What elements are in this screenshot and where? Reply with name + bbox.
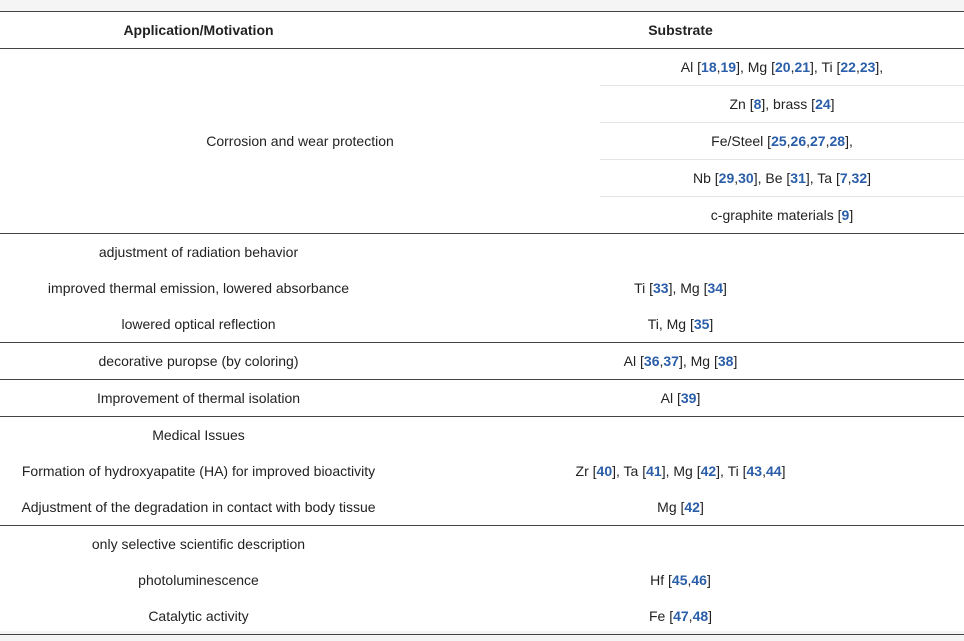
table-container: [0, 11, 964, 631]
substrate-text: ]: [699, 499, 704, 515]
substrate-text: ], Mg [: [678, 353, 718, 369]
substrate-cell: [397, 598, 964, 635]
reference-link[interactable]: 30: [738, 170, 754, 186]
substrate-text: Hf [: [650, 572, 672, 588]
substrate-text: ], brass [: [761, 96, 816, 112]
header-application: Application/Motivation: [0, 12, 397, 49]
reference-link[interactable]: 45: [671, 572, 688, 588]
substrate-text: ]: [781, 463, 786, 479]
substrate-cell: [397, 562, 964, 598]
substrate-text: Ti, Mg [: [647, 316, 694, 332]
reference-link[interactable]: 47: [673, 608, 689, 624]
substrate-text: ], Mg [: [668, 280, 708, 296]
substrate-cell: [600, 160, 964, 197]
application-cell: Adjustment of the degradation in contact with body tissue: [21, 499, 376, 515]
substrate-text: ,: [687, 572, 692, 588]
application-cell: adjustment of radiation behavior: [0, 234, 397, 271]
reference-link[interactable]: 42: [700, 463, 717, 479]
substrate-cell: [397, 453, 964, 489]
substrate-text: ,: [847, 170, 852, 186]
substrate-cell: [600, 123, 964, 160]
table-row: [0, 380, 964, 417]
substrate-text: ],: [875, 59, 884, 75]
reference-link[interactable]: 21: [794, 59, 811, 75]
reference-link[interactable]: 26: [790, 133, 807, 149]
substrate-text: ]: [706, 572, 711, 588]
substrate-text: Al [: [660, 390, 681, 406]
substrate-text: ,: [855, 59, 860, 75]
reference-link[interactable]: 19: [720, 59, 737, 75]
reference-link[interactable]: 25: [771, 133, 787, 149]
substrate-cell: [600, 197, 964, 234]
substrate-text: Al [: [680, 59, 702, 75]
substrate-text: ], Be [: [753, 170, 791, 186]
application-cell: only selective scientific description: [0, 526, 397, 563]
substrate-text: ]: [830, 96, 835, 112]
substrate-text: ]: [867, 170, 872, 186]
reference-link[interactable]: 42: [684, 499, 700, 515]
application-cell: Formation of hydroxyapatite (HA) for improved bioactivity: [21, 463, 376, 479]
application-cell: Corrosion and wear protection: [0, 49, 600, 234]
substrate-text: ,: [762, 463, 766, 479]
reference-link[interactable]: 39: [680, 390, 697, 406]
reference-link[interactable]: 40: [596, 463, 613, 479]
substrate-text: ]: [696, 390, 701, 406]
reference-link[interactable]: 44: [765, 463, 782, 479]
substrate-text: ], Mg [: [661, 463, 701, 479]
reference-link[interactable]: 31: [790, 170, 806, 186]
header-row: [0, 12, 964, 49]
substrate-text: Nb [: [692, 170, 719, 186]
substrate-text: ], Ti [: [810, 59, 841, 75]
reference-link[interactable]: 18: [701, 59, 717, 75]
substrate-cell: [397, 343, 964, 380]
substrate-text: ], Ta [: [805, 170, 840, 186]
header-substrate: Substrate: [397, 12, 964, 49]
application-cell: improved thermal emission, lowered absorbance: [47, 280, 350, 296]
reference-link[interactable]: 29: [718, 170, 735, 186]
substrate-text: ], Ta [: [612, 463, 647, 479]
reference-link[interactable]: 20: [774, 59, 791, 75]
reference-link[interactable]: 35: [693, 316, 710, 332]
substrate-text: ]: [708, 608, 713, 624]
substrate-text: ]: [849, 207, 854, 223]
reference-link[interactable]: 7: [839, 170, 848, 186]
substrate-text: Al [: [623, 353, 644, 369]
substrate-text: ,: [786, 133, 791, 149]
substrate-text: ]: [709, 316, 714, 332]
substrate-cell: [397, 489, 964, 526]
substrate-text: Mg [: [657, 499, 685, 515]
substrate-text: ]: [723, 280, 727, 296]
substrate-text: ,: [806, 133, 811, 149]
substrate-text: ,: [790, 59, 795, 75]
table-row: [0, 526, 964, 563]
reference-link[interactable]: 24: [815, 96, 831, 112]
reference-link[interactable]: 22: [840, 59, 856, 75]
table-row: [0, 306, 964, 343]
reference-link[interactable]: 43: [746, 463, 763, 479]
application-cell: lowered optical reflection: [121, 316, 276, 332]
substrate-cell: [397, 526, 964, 563]
reference-link[interactable]: 36: [643, 353, 660, 369]
table-row: [0, 453, 964, 489]
application-cell: Improvement of thermal isolation: [0, 380, 397, 417]
table-row: [0, 489, 964, 526]
substrate-text: ,: [825, 133, 830, 149]
substrate-cell: [397, 380, 964, 417]
reference-link[interactable]: 9: [841, 207, 850, 223]
substrate-cell: [397, 306, 964, 343]
substrate-cell: [397, 234, 964, 271]
application-cell: photoluminescence: [138, 572, 259, 588]
substrate-text: Fe/Steel [: [711, 133, 772, 149]
substrate-text: Ti [: [634, 280, 653, 296]
reference-link[interactable]: 32: [851, 170, 868, 186]
substrate-text: ,: [659, 353, 664, 369]
reference-link[interactable]: 27: [810, 133, 826, 149]
reference-link[interactable]: 34: [707, 280, 724, 296]
application-cell: Catalytic activity: [0, 598, 397, 635]
reference-link[interactable]: 33: [652, 280, 669, 296]
table-row: [0, 598, 964, 635]
application-cell: Medical Issues: [0, 417, 397, 454]
table-row: [0, 417, 964, 454]
table-row: [0, 343, 964, 380]
substrate-text: ,: [734, 170, 739, 186]
table-row: [0, 270, 964, 306]
application-cell: decorative puropse (by coloring): [0, 343, 397, 380]
reference-link[interactable]: 48: [692, 608, 709, 624]
substrate-text: ], Ti [: [716, 463, 747, 479]
substrate-text: ,: [716, 59, 721, 75]
substrate-cell: [397, 417, 964, 454]
substrate-text: c-graphite materials [: [710, 207, 842, 223]
reference-link[interactable]: 8: [753, 96, 762, 112]
application-substrate-table: [0, 11, 964, 635]
substrate-text: ], Mg [: [736, 59, 775, 75]
substrate-text: Zn [: [729, 96, 754, 112]
substrate-text: Fe [: [648, 608, 674, 624]
substrate-text: ],: [845, 133, 853, 149]
substrate-cell: [600, 86, 964, 123]
reference-link[interactable]: 23: [859, 59, 876, 75]
substrate-cell: [397, 270, 964, 306]
substrate-text: ,: [688, 608, 693, 624]
reference-link[interactable]: 37: [663, 353, 679, 369]
reference-link[interactable]: 38: [717, 353, 734, 369]
substrate-cell: [600, 49, 964, 86]
table-body: [0, 49, 964, 635]
substrate-text: Zr [: [575, 463, 597, 479]
reference-link[interactable]: 28: [829, 133, 846, 149]
table-row: [0, 49, 964, 86]
substrate-text: ]: [733, 353, 738, 369]
table-row: [0, 562, 964, 598]
reference-link[interactable]: 41: [646, 463, 662, 479]
table-row: [0, 234, 964, 271]
reference-link[interactable]: 46: [691, 572, 707, 588]
